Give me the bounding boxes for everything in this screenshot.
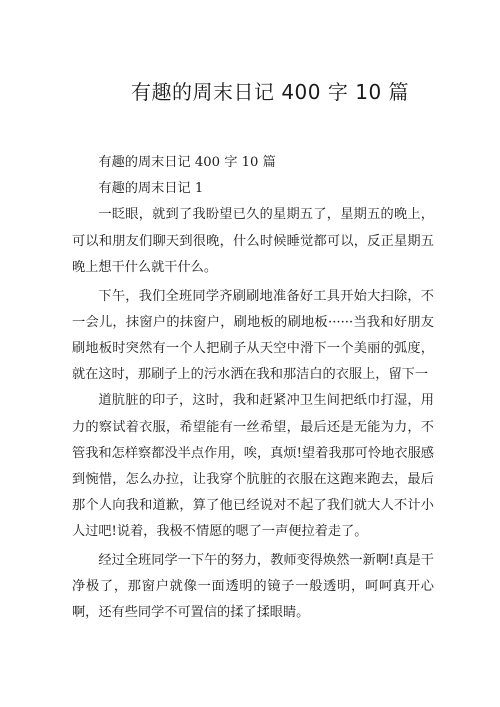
paragraph: 经过全班同学一下午的努力，教师变得焕然一新啊!真是干净极了，那窗户就像一面透明的镜子一般透明，呵呵真开心啊，还有些同学不可置信的揉了揉眼睛。 (72, 553, 434, 621)
document-subtitle: 有趣的周末日记 400 字 10 篇 (98, 155, 276, 170)
paragraph: 一眨眼，就到了我盼望已久的星期五了，星期五的晚上，可以和朋友们聊天到很晚，什么时候睡觉都可以，反正星期五晚上想干什么就干什么。 (72, 207, 434, 275)
document-body (72, 150, 434, 629)
entry-heading: 有趣的周末日记 1 (98, 181, 204, 197)
document-title: 有趣的周末日记 400 字 10 篇 (130, 80, 410, 104)
paragraph: 下午，我们全班同学齐刷刷地准备好工具开始大扫除，不一会儿，抹窗户的抹窗户，刷地板的刷地板······当我和好朋友刷地板时突然有一个人把刷子从天空中滑下一个美丽的弧度，就在这时，那刷子上的污水洒在我和那洁白的衣服上，留下一 (72, 288, 434, 383)
paragraph: 道肮脏的印子，这时，我和赶紧冲卫生间把纸巾打湿，用力的察试着衣服，希望能有一丝希望，最后还是无能为力，不管我和怎样察都没半点作用，唉，真烦!望着我那可怜地衣服感到惋惜，怎么办拉，让我穿个肮脏的衣服在这跑来跑去，最后那个人向我和道歉，算了他已经说对不起了我们就大人不计小人过吧!说着，我极不情愿的嗯了一声便拉着走了。 (72, 393, 434, 540)
